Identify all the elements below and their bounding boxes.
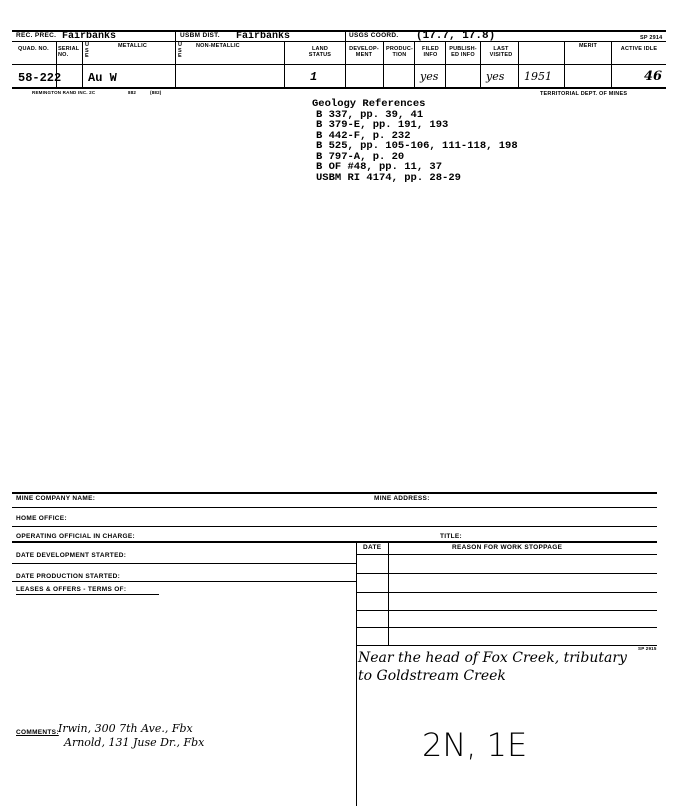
col-divider <box>82 41 83 87</box>
merit-header: MERIT <box>578 43 598 49</box>
header-bottom-rule <box>12 87 666 89</box>
col-divider <box>175 30 176 87</box>
mine-address-label: MINE ADDRESS: <box>374 495 430 502</box>
geology-ref: B 797-A, p. 20 <box>316 150 405 163</box>
geology-ref: B 337, pp. 39, 41 <box>316 108 424 121</box>
active-idle-header: ACTIVE IDLE <box>620 46 658 52</box>
col-divider <box>611 41 612 87</box>
title-label: TITLE: <box>440 533 463 540</box>
geology-ref: B 525, pp. 105-106, 111-118, 198 <box>316 140 518 152</box>
col-divider <box>356 541 357 806</box>
printer-imprint: REMINGTON RAND INC. 2C <box>32 90 96 95</box>
geology-ref: B 442-F, p. 232 <box>316 129 411 142</box>
col-divider <box>414 41 415 87</box>
serial-no-header: SERIAL NO. <box>58 46 80 58</box>
lower-top-rule <box>12 492 657 494</box>
active-idle-value: 46 <box>644 69 663 84</box>
form-rule <box>16 594 159 595</box>
location-line-1: Near the head of Fox Creek, tributary <box>358 650 627 666</box>
col-divider <box>480 41 481 87</box>
metallic-value: Au W <box>88 71 117 85</box>
geology-references <box>312 99 518 183</box>
form-number-lower: SP 2915 <box>638 646 657 651</box>
filed-info-value: yes <box>420 70 439 83</box>
form-rule <box>356 610 657 611</box>
published-info-header: PUBLISH-ED INFO <box>449 46 477 58</box>
quad-serial-value: 58-222 <box>18 71 62 85</box>
form-rule <box>12 563 356 564</box>
filed-info-header: FILED INFO <box>422 46 439 58</box>
form-rule <box>356 627 657 628</box>
reason-column-header: REASON FOR WORK STOPPAGE <box>452 544 563 551</box>
form-rule <box>356 554 657 555</box>
col-divider <box>284 41 285 87</box>
form-rule <box>356 592 657 593</box>
geology-ref: USBM RI 4174, pp. 28-29 <box>316 171 461 184</box>
usgs-coord-value: (17.7, 17.8) <box>416 30 496 42</box>
operating-official-label: OPERATING OFFICIAL IN CHARGE: <box>16 533 135 540</box>
use-nonmetallic-header: U S E <box>178 42 183 59</box>
published-info-value: yes <box>486 70 505 83</box>
form-rule <box>12 581 356 582</box>
rec-prec-label: REC. PREC. <box>16 32 57 39</box>
form-rule <box>356 645 657 646</box>
home-office-label: HOME OFFICE: <box>16 515 67 522</box>
date-dev-started-label: DATE DEVELOPMENT STARTED: <box>16 552 127 559</box>
production-header: PRODUC-TION <box>385 46 414 58</box>
comments-line-1: Irwin, 300 7th Ave., Fbx <box>58 722 193 735</box>
comments-line-2: Arnold, 131 Juse Dr., Fbx <box>64 736 205 749</box>
nonmetallic-header: NON-METALLIC <box>196 43 240 49</box>
form-rule <box>12 507 657 508</box>
geology-ref: B OF #48, pp. 11, 37 <box>316 161 443 173</box>
form-rule <box>12 541 657 543</box>
geology-ref: B 379-E, pp. 191, 193 <box>316 119 449 131</box>
quad-no-header: QUAD. NO. <box>18 46 49 52</box>
use-metallic-header: U S E <box>85 42 90 59</box>
col-divider <box>383 41 384 87</box>
comments-label: COMMENTS: <box>16 729 59 736</box>
leases-label: LEASES & OFFERS - TERMS OF: <box>16 586 127 593</box>
township-range: 2N, 1E <box>422 726 528 764</box>
date-prod-started-label: DATE PRODUCTION STARTED: <box>16 573 121 580</box>
col-divider <box>345 30 346 87</box>
header-col-rule <box>12 64 666 65</box>
last-visited-value: 1951 <box>524 70 552 83</box>
form-rule <box>356 573 657 574</box>
form-number: SP 2914 <box>640 35 663 41</box>
land-status-header: LAND STATUS <box>308 46 332 58</box>
print-code: 882 <box>128 90 137 95</box>
last-visited-header: LAST VISITED <box>489 46 513 58</box>
territorial-dept: TERRITORIAL DEPT. OF MINES <box>540 91 628 97</box>
usbm-dist-value: Fairbanks <box>236 31 291 42</box>
mine-company-name-label: MINE COMPANY NAME: <box>16 495 96 502</box>
development-header: DEVELOP-MENT <box>349 46 379 58</box>
location-line-2: to Goldstream Creek <box>358 668 506 684</box>
date-column-header: DATE <box>363 544 382 551</box>
geology-heading: Geology References <box>312 98 426 110</box>
rec-prec-value: Fairbanks <box>62 31 117 42</box>
col-divider <box>518 41 519 87</box>
col-divider <box>564 41 565 87</box>
usbm-dist-label: USBM DIST. <box>180 32 220 39</box>
print-code-2: (882) <box>150 90 162 95</box>
col-divider <box>388 541 389 645</box>
metallic-header: METALLIC <box>118 43 147 49</box>
land-status-value: 1 <box>310 70 318 84</box>
usgs-coord-label: USGS COORD. <box>349 32 399 39</box>
form-rule <box>12 526 657 527</box>
